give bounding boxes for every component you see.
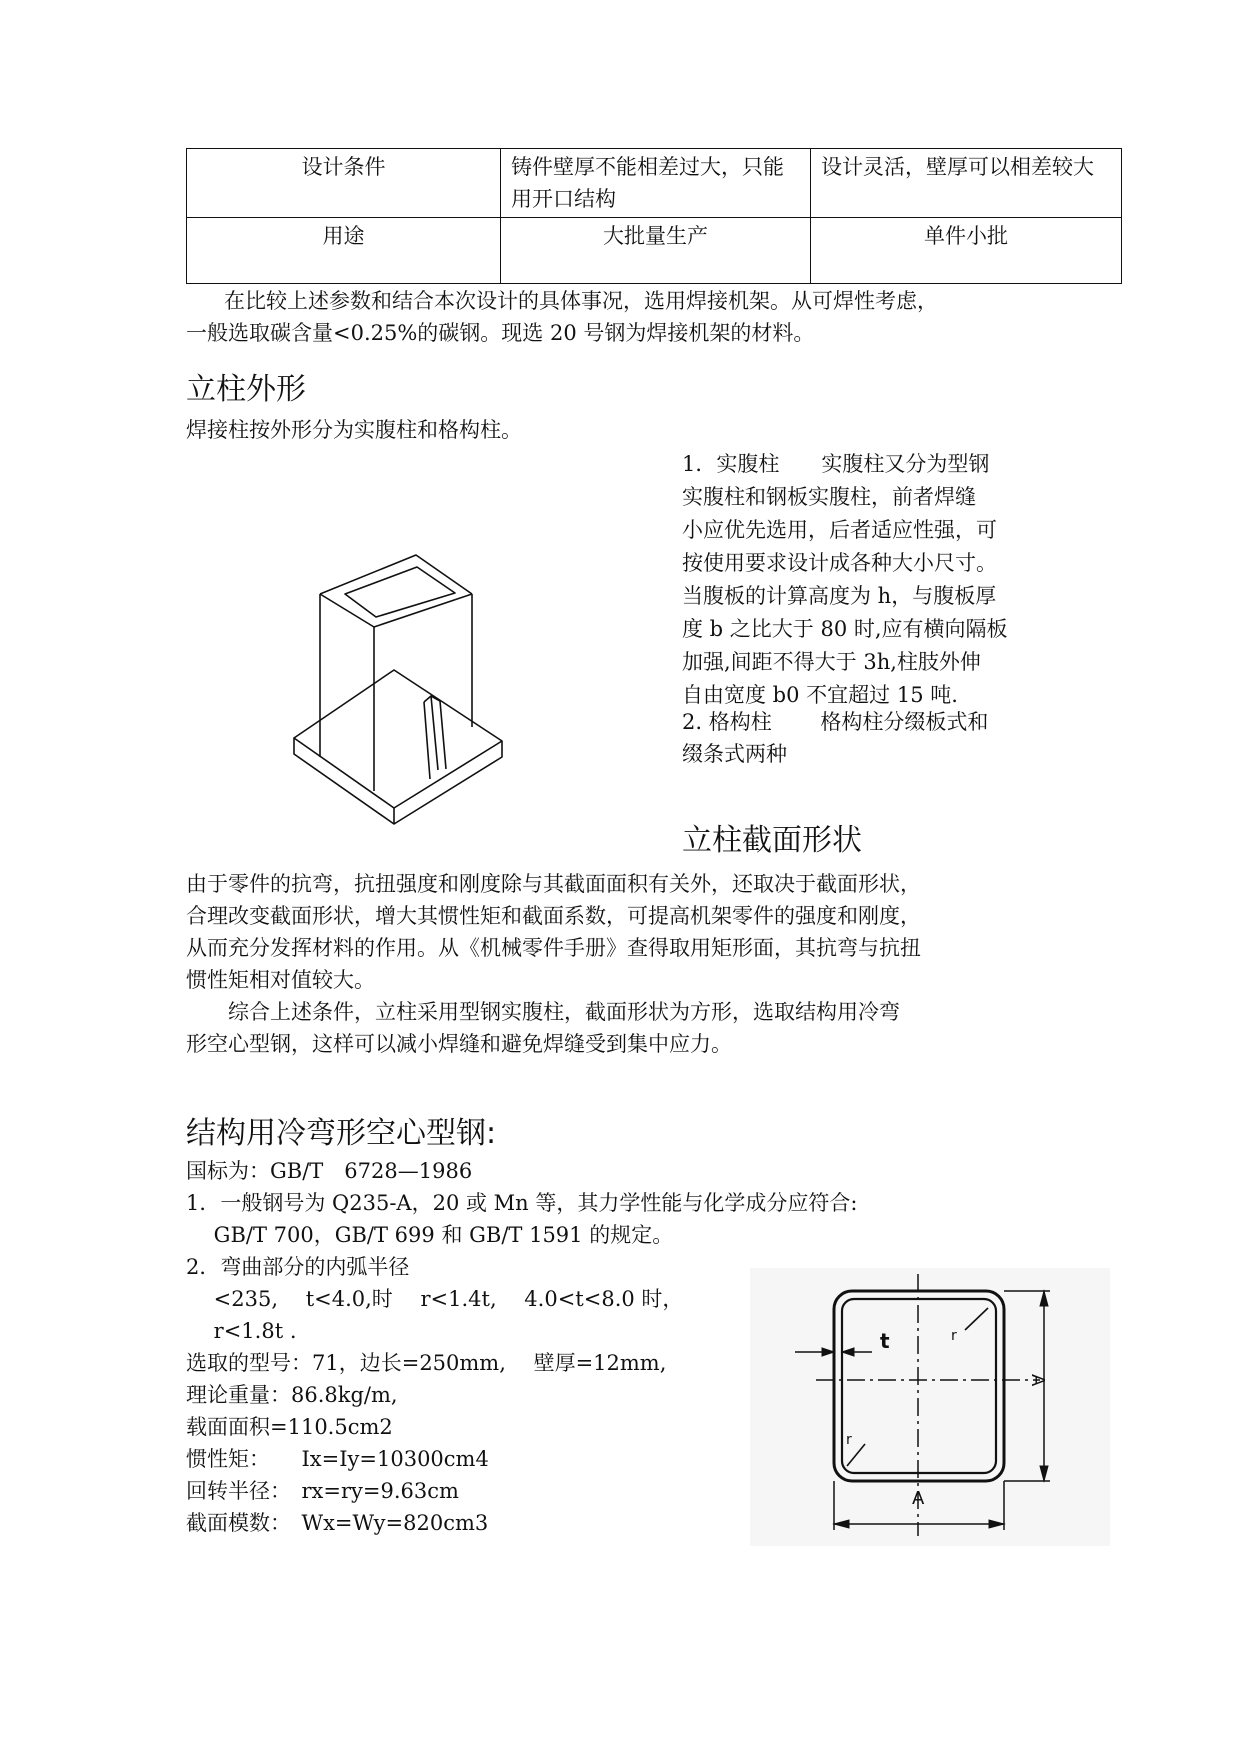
label-t: t [880,1329,890,1353]
section-2-line-2: 合理改变截面形状，增大其惯性矩和截面系数，可提高机架零件的强度和刚度， [186,904,921,928]
section-2-line-6: 形空心型钢，这样可以减小焊缝和避免焊缝受到集中应力。 [186,1032,732,1056]
right-line-4: 按使用要求设计成各种大小尺寸。 [682,551,997,575]
right-line-9: 2. 格构柱 格构柱分缀板式和 [682,710,989,734]
section-heading-section-shape: 立柱截面形状 [682,823,862,858]
section-2-line-3: 从而充分发挥材料的作用。从《机械零件手册》查得取用矩形面，其抗弯与抗扭 [186,936,921,960]
intro-line-1: 在比较上述参数和结合本次设计的具体事况，选用焊接机架。从可焊性考虑， [224,289,938,313]
right-line-3: 小应优先选用，后者适应性强，可 [682,518,997,542]
right-line-10: 缀条式两种 [682,742,787,766]
right-line-6: 度 b 之比大于 80 时,应有横向隔板 [682,617,1008,641]
label-r-top: r [951,1328,957,1344]
table-row [187,218,1122,284]
column-isometric-figure [290,550,510,830]
right-line-5: 当腹板的计算高度为 h，与腹板厚 [682,584,997,608]
section-heading-column-shape: 立柱外形 [186,372,306,407]
label-A-bottom: A [912,1488,925,1509]
table-cell: 大批量生产 [501,218,811,284]
right-line-8: 自由宽度 b0 不宜超过 15 吨. [682,683,958,707]
right-line-2: 实腹柱和钢板实腹柱，前者焊缝 [682,485,976,509]
label-r-bottom: r [846,1432,852,1448]
section-heading-cold-formed-steel: 结构用冷弯形空心型钢: [186,1116,497,1151]
table-row [187,149,1122,218]
spec-line-10: 惯性矩： Ix=Iy=10300cm4 [186,1447,489,1471]
spec-line-11: 回转半径： rx=ry=9.63cm [186,1479,459,1503]
section-2-line-1: 由于零件的抗弯，抗扭强度和刚度除与其截面面积有关外，还取决于截面形状， [186,872,921,896]
table-cell: 用途 [187,218,501,284]
label-A-right: A [1027,1374,1048,1387]
table-cell: 设计灵活，壁厚可以相差较大 [811,149,1122,218]
spec-line-5: <235, t<4.0,时 r<1.4t, 4.0<t<8.0 时， [186,1287,684,1311]
right-line-1: 1．实腹柱 实腹柱又分为型钢 [682,452,990,476]
intro-line-2: 一般选取碳含量<0.25%的碳钢。现选 20 号钢为焊接机架的材料。 [186,321,815,345]
spec-line-12: 截面模数： Wx=Wy=820cm3 [186,1511,489,1535]
table-cell: 设计条件 [187,149,501,218]
spec-line-7: 选取的型号：71，边长=250mm, 壁厚=12mm, [186,1351,667,1375]
spec-line-3: GB/T 700，GB/T 699 和 GB/T 1591 的规定。 [186,1223,674,1247]
right-line-7: 加强,间距不得大于 3h,柱肢外伸 [682,650,981,674]
section-1-line: 焊接柱按外形分为实腹柱和格构柱。 [186,418,522,442]
section-2-line-5: 综合上述条件，立柱采用型钢实腹柱，截面形状为方形，选取结构用冷弯 [186,1000,900,1024]
spec-line-4: 2．弯曲部分的内弧半径 [186,1255,410,1279]
table-cell: 铸件壁厚不能相差过大，只能用开口结构 [501,149,811,218]
section-2-line-4: 惯性矩相对值较大。 [186,968,375,992]
table-cell: 单件小批 [811,218,1122,284]
spec-line-1: 国标为：GB/T 6728—1986 [186,1159,473,1183]
spec-line-9: 载面面积=110.5cm2 [186,1415,393,1439]
comparison-table [186,148,1122,284]
spec-line-2: 1．一般钢号为 Q235-A，20 或 Mn 等，其力学性能与化学成分应符合: [186,1191,858,1215]
spec-line-8: 理论重量：86.8kg/m, [186,1383,398,1407]
hollow-section-figure [750,1268,1110,1546]
spec-line-6: r<1.8t . [186,1319,297,1343]
